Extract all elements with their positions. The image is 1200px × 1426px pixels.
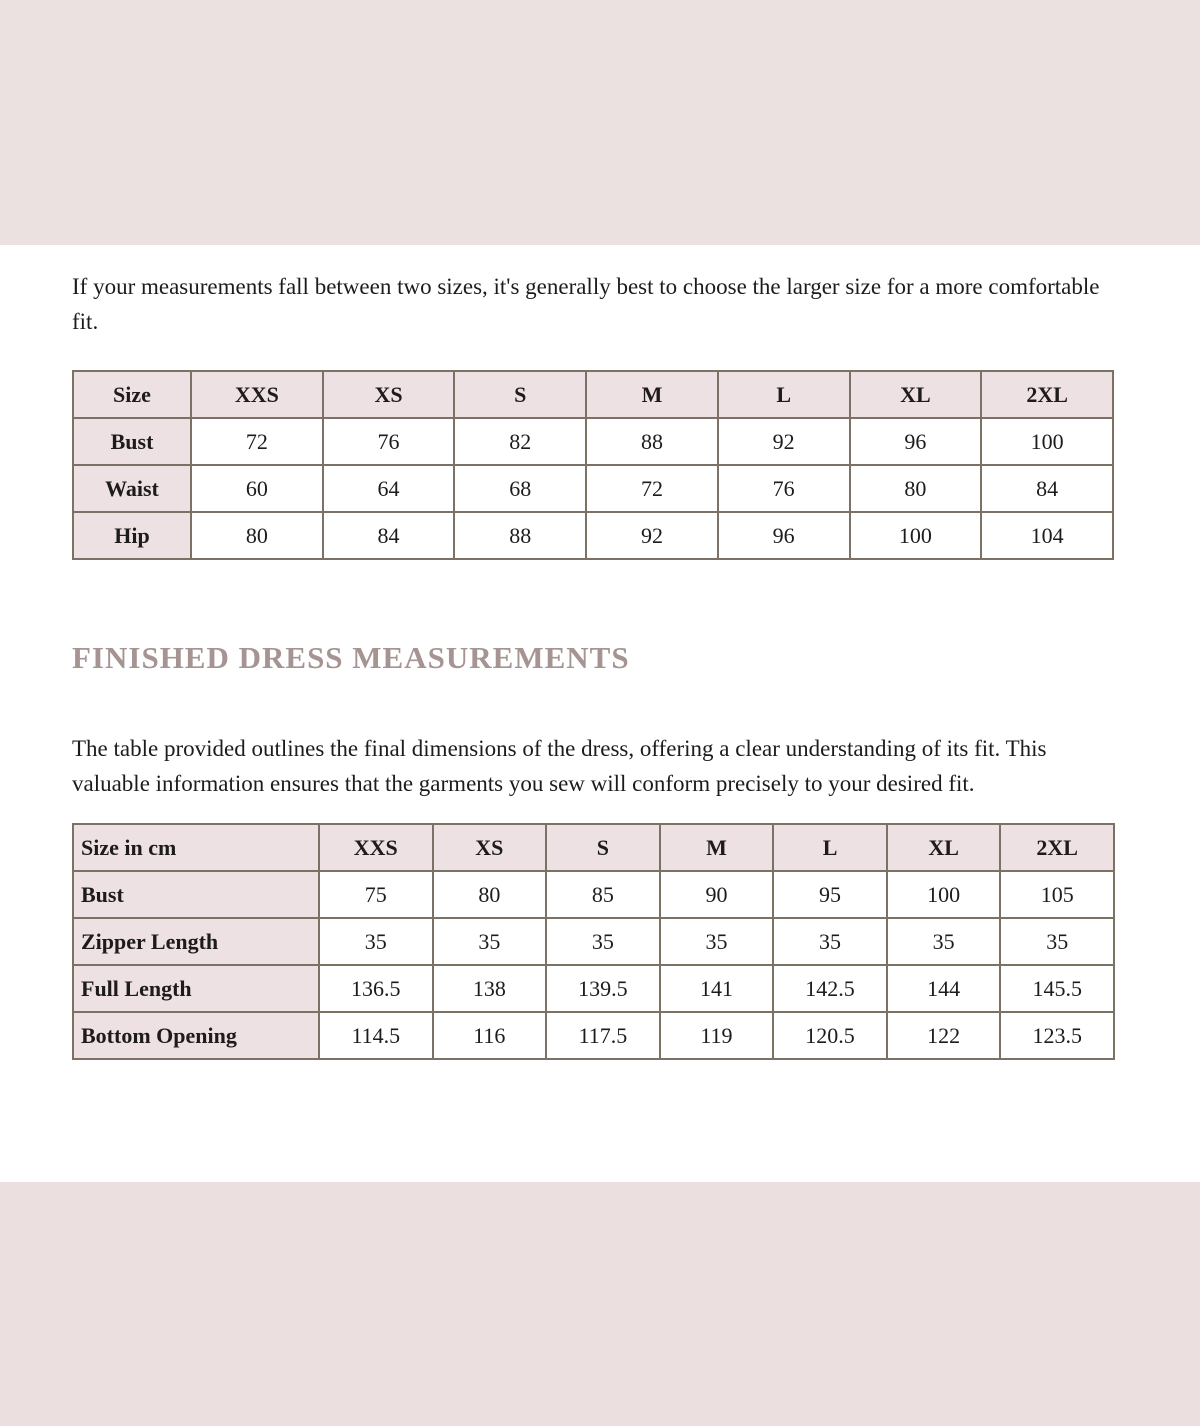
measurement-value-cell: 95 xyxy=(773,871,887,918)
row-label-cell: Waist xyxy=(73,465,191,512)
section-heading: FINISHED DRESS MEASUREMENTS xyxy=(72,640,630,675)
bottom-decorative-band xyxy=(0,1182,1200,1426)
measurement-value-cell: 84 xyxy=(323,512,455,559)
size-header-cell: S xyxy=(546,824,660,871)
size-header-cell: XXS xyxy=(319,824,433,871)
measurement-value-cell: 142.5 xyxy=(773,965,887,1012)
measurement-value-cell: 139.5 xyxy=(546,965,660,1012)
size-header-cell: 2XL xyxy=(1000,824,1114,871)
top-decorative-band xyxy=(0,0,1200,245)
measurement-value-cell: 35 xyxy=(1000,918,1114,965)
measurement-value-cell: 100 xyxy=(850,512,982,559)
measurement-value-cell: 80 xyxy=(850,465,982,512)
measurement-value-cell: 100 xyxy=(887,871,1001,918)
measurement-value-cell: 85 xyxy=(546,871,660,918)
measurement-value-cell: 75 xyxy=(319,871,433,918)
measurement-value-cell: 80 xyxy=(433,871,547,918)
body-measurements-table xyxy=(72,370,1114,560)
table-row xyxy=(73,871,1114,918)
measurement-value-cell: 35 xyxy=(660,918,774,965)
size-header-cell: M xyxy=(660,824,774,871)
measurement-value-cell: 114.5 xyxy=(319,1012,433,1059)
measurement-value-cell: 64 xyxy=(323,465,455,512)
row-label-cell: Bottom Opening xyxy=(73,1012,319,1059)
table-row xyxy=(73,418,1113,465)
table-row xyxy=(73,918,1114,965)
measurement-value-cell: 35 xyxy=(433,918,547,965)
size-header-cell: L xyxy=(718,371,850,418)
measurement-value-cell: 90 xyxy=(660,871,774,918)
measurement-value-cell: 35 xyxy=(773,918,887,965)
size-header-cell: XL xyxy=(887,824,1001,871)
measurement-value-cell: 119 xyxy=(660,1012,774,1059)
table-row xyxy=(73,1012,1114,1059)
measurement-value-cell: 144 xyxy=(887,965,1001,1012)
measurement-value-cell: 123.5 xyxy=(1000,1012,1114,1059)
measurement-value-cell: 35 xyxy=(319,918,433,965)
size-header-cell: M xyxy=(586,371,718,418)
size-header-cell: S xyxy=(454,371,586,418)
row-label-cell: Hip xyxy=(73,512,191,559)
table-header-row xyxy=(73,824,1114,871)
measurement-value-cell: 100 xyxy=(981,418,1113,465)
table-corner-label: Size xyxy=(73,371,191,418)
size-header-cell: L xyxy=(773,824,887,871)
measurement-value-cell: 72 xyxy=(586,465,718,512)
measurement-value-cell: 92 xyxy=(718,418,850,465)
measurement-value-cell: 138 xyxy=(433,965,547,1012)
measurement-value-cell: 88 xyxy=(454,512,586,559)
intro-paragraph: If your measurements fall between two sizes, it's generally best to choose the larger size for a more comfortable fit. xyxy=(72,274,1100,334)
measurement-value-cell: 116 xyxy=(433,1012,547,1059)
measurement-value-cell: 68 xyxy=(454,465,586,512)
measurement-value-cell: 145.5 xyxy=(1000,965,1114,1012)
measurement-value-cell: 141 xyxy=(660,965,774,1012)
table-row xyxy=(73,465,1113,512)
measurement-value-cell: 136.5 xyxy=(319,965,433,1012)
measurement-value-cell: 122 xyxy=(887,1012,1001,1059)
section-paragraph: The table provided outlines the final dimensions of the dress, offering a clear understanding of its fit. This valuable information ensures that the garments you sew will conform precisely to your desired fit. xyxy=(72,736,1047,796)
table-header-row xyxy=(73,371,1113,418)
measurement-value-cell: 84 xyxy=(981,465,1113,512)
measurement-value-cell: 117.5 xyxy=(546,1012,660,1059)
measurement-value-cell: 35 xyxy=(887,918,1001,965)
row-label-cell: Zipper Length xyxy=(73,918,319,965)
row-label-cell: Bust xyxy=(73,418,191,465)
measurement-value-cell: 88 xyxy=(586,418,718,465)
measurement-value-cell: 76 xyxy=(718,465,850,512)
table-corner-label: Size in cm xyxy=(73,824,319,871)
row-label-cell: Bust xyxy=(73,871,319,918)
finished-dress-measurements-table xyxy=(72,823,1115,1060)
measurement-value-cell: 105 xyxy=(1000,871,1114,918)
measurement-value-cell: 96 xyxy=(718,512,850,559)
table-row xyxy=(73,512,1113,559)
size-header-cell: XXS xyxy=(191,371,323,418)
measurement-value-cell: 92 xyxy=(586,512,718,559)
table-row xyxy=(73,965,1114,1012)
size-header-cell: XL xyxy=(850,371,982,418)
measurement-value-cell: 104 xyxy=(981,512,1113,559)
size-header-cell: XS xyxy=(323,371,455,418)
measurement-value-cell: 72 xyxy=(191,418,323,465)
size-header-cell: XS xyxy=(433,824,547,871)
measurement-value-cell: 96 xyxy=(850,418,982,465)
measurement-value-cell: 60 xyxy=(191,465,323,512)
row-label-cell: Full Length xyxy=(73,965,319,1012)
measurement-value-cell: 76 xyxy=(323,418,455,465)
measurement-value-cell: 82 xyxy=(454,418,586,465)
size-header-cell: 2XL xyxy=(981,371,1113,418)
page-content xyxy=(0,269,1200,1060)
measurement-value-cell: 120.5 xyxy=(773,1012,887,1059)
measurement-value-cell: 80 xyxy=(191,512,323,559)
measurement-value-cell: 35 xyxy=(546,918,660,965)
